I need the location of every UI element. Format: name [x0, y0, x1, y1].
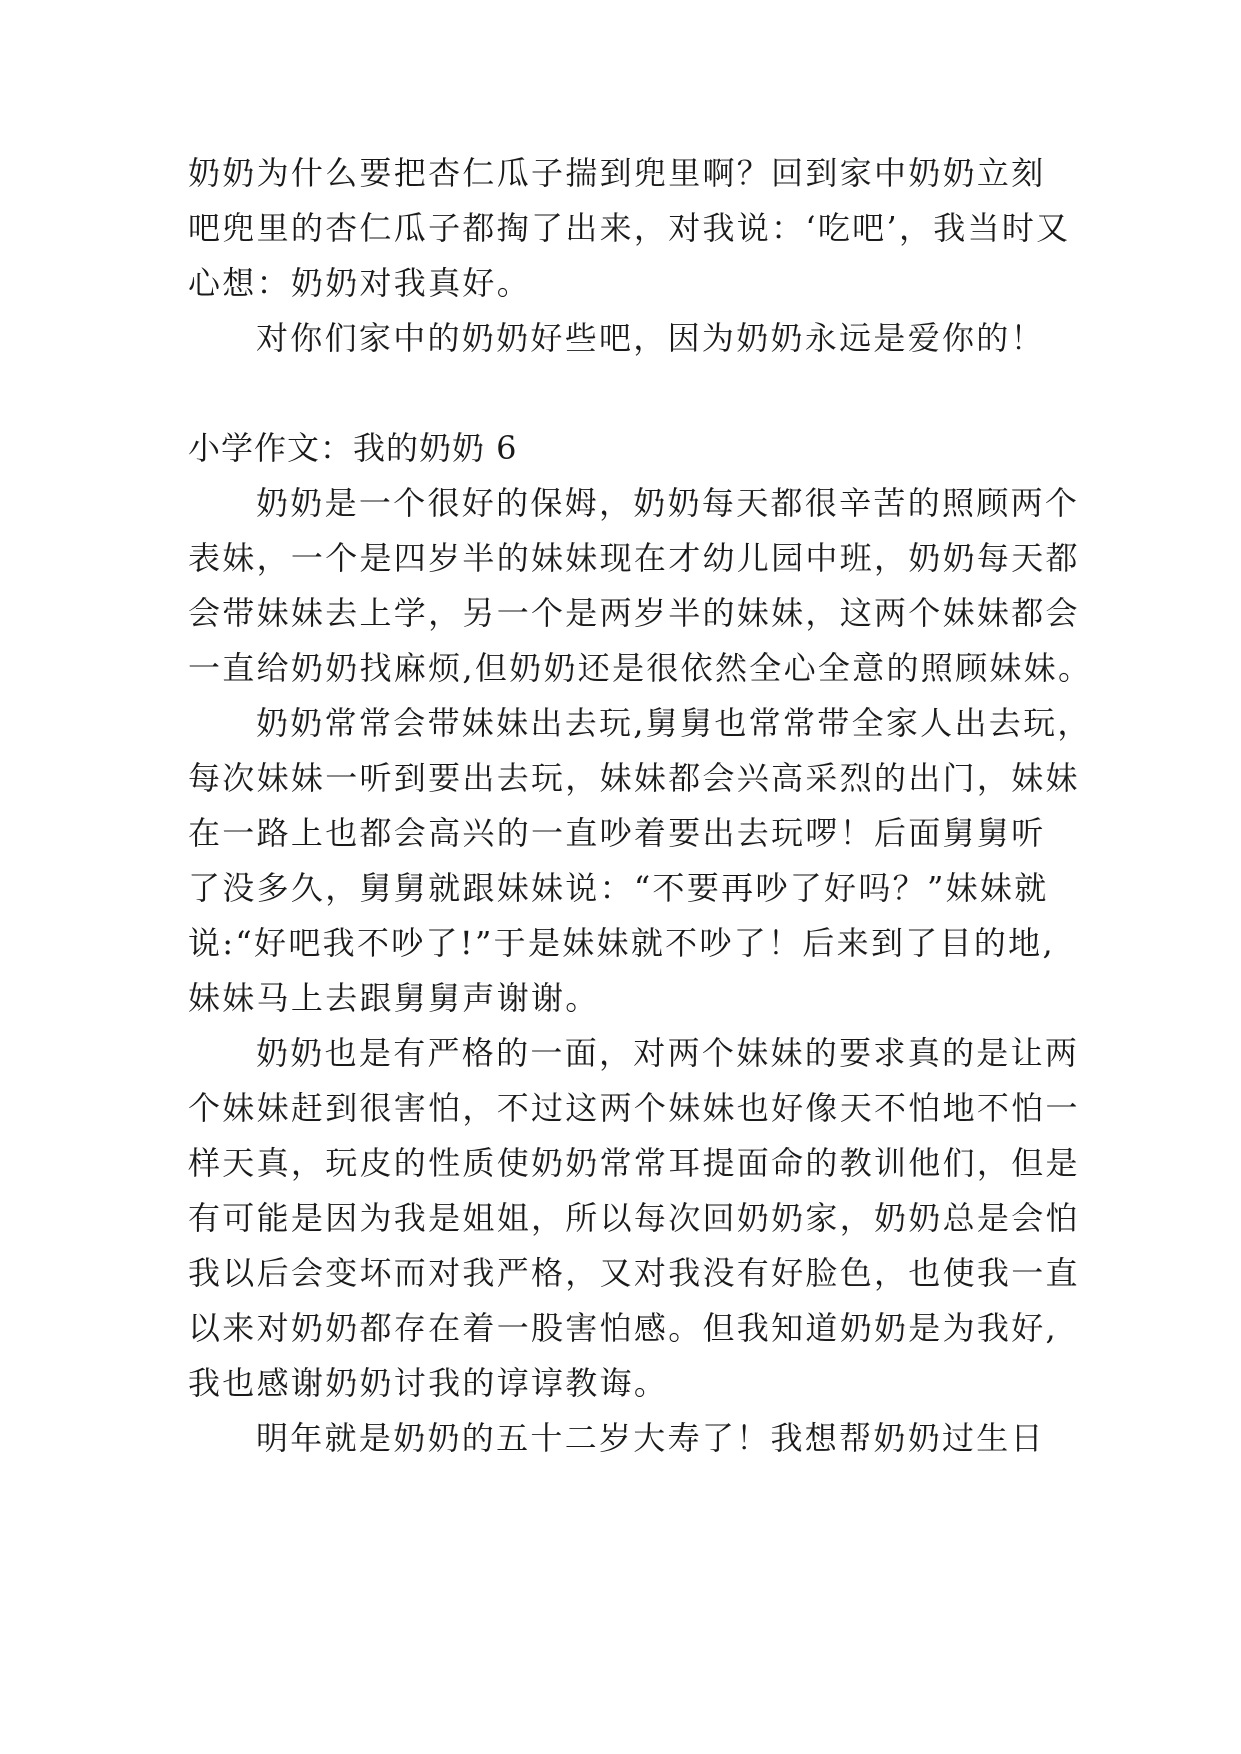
- text-line: 了没多久，舅舅就跟妹妹说：“不要再吵了好吗？”妹妹就: [188, 869, 1049, 907]
- text-line: 每次妹妹一听到要出去玩，妹妹都会兴高采烈的出门，妹妹: [188, 759, 1080, 797]
- text-line: 会带妹妹去上学，另一个是两岁半的妹妹，这两个妹妹都会: [188, 594, 1080, 632]
- text-line: 奶奶为什么要把杏仁瓜子揣到兜里啊？回到家中奶奶立刻: [188, 154, 1046, 192]
- paragraph-line: 对你们家中的奶奶好些吧，因为奶奶永远是爱你的！: [256, 319, 1045, 357]
- section-heading: 小学作文：我的奶奶 6: [188, 429, 518, 467]
- paragraph-line: 奶奶常常会带妹妹出去玩,舅舅也常常带全家人出去玩，: [256, 704, 1092, 742]
- text-line: 心想：奶奶对我真好。: [188, 264, 532, 302]
- text-line: 妹妹马上去跟舅舅声谢谢。: [188, 979, 600, 1017]
- text-line: 我以后会变坏而对我严格，又对我没有好脸色，也使我一直: [188, 1254, 1080, 1292]
- text-line: 有可能是因为我是姐姐，所以每次回奶奶家，奶奶总是会怕: [188, 1199, 1080, 1237]
- text-line: 在一路上也都会高兴的一直吵着要出去玩啰！后面舅舅听: [188, 814, 1046, 852]
- text-line: 一直给奶奶找麻烦,但奶奶还是很依然全心全意的照顾妹妹。: [188, 649, 1093, 687]
- text-line: 样天真，玩皮的性质使奶奶常常耳提面命的教训他们，但是: [188, 1144, 1080, 1182]
- text-line: 我也感谢奶奶讨我的谆谆教诲。: [188, 1364, 669, 1402]
- text-line: 以来对奶奶都存在着一股害怕感。但我知道奶奶是为我好,: [188, 1309, 1058, 1347]
- text-line: 表妹，一个是四岁半的妹妹现在才幼儿园中班，奶奶每天都: [188, 539, 1080, 577]
- text-line: 吧兜里的杏仁瓜子都掏了出来，对我说：‘吃吧’，我当时又: [188, 209, 1071, 247]
- paragraph-line: 奶奶是一个很好的保姆，奶奶每天都很辛苦的照顾两个: [256, 484, 1080, 522]
- paragraph-line: 明年就是奶奶的五十二岁大寿了！我想帮奶奶过生日: [256, 1419, 1045, 1457]
- text-line: 个妹妹赶到很害怕，不过这两个妹妹也好像天不怕地不怕一: [188, 1089, 1080, 1127]
- text-line: 说:“好吧我不吵了!”于是妹妹就不吵了！后来到了目的地,: [188, 924, 1055, 962]
- paragraph-line: 奶奶也是有严格的一面，对两个妹妹的要求真的是让两: [256, 1034, 1080, 1072]
